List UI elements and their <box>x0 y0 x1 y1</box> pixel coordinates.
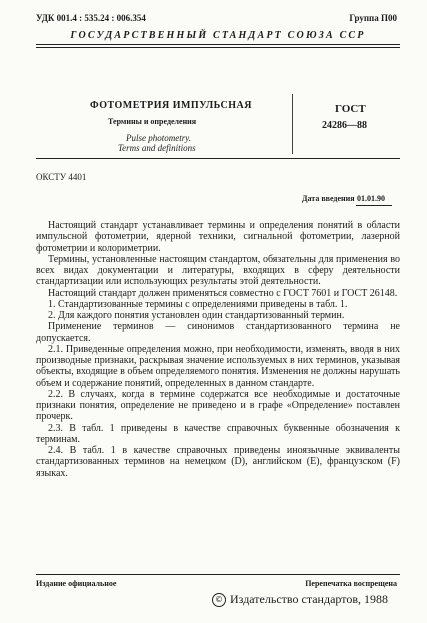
intro-date-value: 01.01.90 <box>357 194 385 203</box>
paragraph: Применение терминов — синонимов стандартизованного термина не допускается. <box>36 321 400 344</box>
paragraph: 2.4. В табл. 1 в качестве справочных приведены иноязычные эквиваленты стандартизованных терминов на немецком (D), английском (E), французском (F) языках. <box>36 445 400 479</box>
banner-rule-top <box>36 44 400 45</box>
group-code: Группа П00 <box>349 13 397 23</box>
document-body <box>36 220 400 479</box>
copyright-line <box>212 592 388 607</box>
title-divider <box>292 94 293 154</box>
copyright-icon: © <box>212 593 226 607</box>
paragraph: 2.2. В случаях, когда в термине содержатся все необходимые и достаточные признаки понятия, определение не приведено и в графе «Определение» поставлен прочерк. <box>36 388 400 423</box>
title-block-rule <box>36 158 400 159</box>
paragraph: Настоящий стандарт должен применяться совместно с ГОСТ 7601 и ГОСТ 26148. <box>48 287 398 299</box>
state-standard-banner: ГОСУДАРСТВЕННЫЙ СТАНДАРТ СОЮЗА ССР <box>70 30 366 41</box>
banner-rule-bottom <box>36 47 400 48</box>
document-subtitle-en: Terms and definitions <box>118 143 196 153</box>
reprint-prohibited-label: Перепечатка воспрещена <box>305 579 397 588</box>
intro-date-label: Дата введения <box>302 194 355 203</box>
footer-rule <box>36 574 400 575</box>
document-title-en: Pulse photometry. <box>126 133 191 143</box>
gost-label: ГОСТ <box>335 103 366 115</box>
paragraph: 2.3. В табл. 1 приведены в качестве справочных буквенные обозначения к терминам. <box>36 422 400 445</box>
document-title-ru: ФОТОМЕТРИЯ ИМПУЛЬСНАЯ <box>90 100 252 111</box>
paragraph: 1. Стандартизованные термины с определениями приведены в табл. 1. <box>48 298 348 310</box>
paragraph: Настоящий стандарт устанавливает термины и определения понятий в области импульсной фотометрии, ядерной техники, сигнальной фотометрии, лазерной фотометрии и колориметрии. <box>36 220 400 254</box>
paragraph: 2. Для каждого понятия установлен один стандартизованный термин. <box>48 310 345 321</box>
gost-number: 24286—88 <box>322 120 367 131</box>
intro-date-underline <box>356 205 392 206</box>
document-subtitle-ru: Термины и определения <box>108 117 197 126</box>
copyright-text: Издательство стандартов, 1988 <box>230 592 388 606</box>
udk-code: УДК 001.4 : 535.24 : 006.354 <box>36 13 146 23</box>
paragraph: Термины, установленные настоящим стандартом, обязательны для применения во всех видах документации и литературы, входящих в сферу деятельности стандартизации или использующих результаты этой деятельности. <box>36 253 400 288</box>
official-edition-label: Издание официальное <box>36 579 117 588</box>
okstu-code: ОКСТУ 4401 <box>36 172 87 182</box>
paragraph: 2.1. Приведенные определения можно, при необходимости, изменять, вводя в них производные признаки, раскрывая значение используемых в них терминов, указывая объекты, входящие в объем определяемого понятия. Изменения не должны нарушать объем и содержание понятий, определенных в данном стандарте. <box>36 343 400 389</box>
